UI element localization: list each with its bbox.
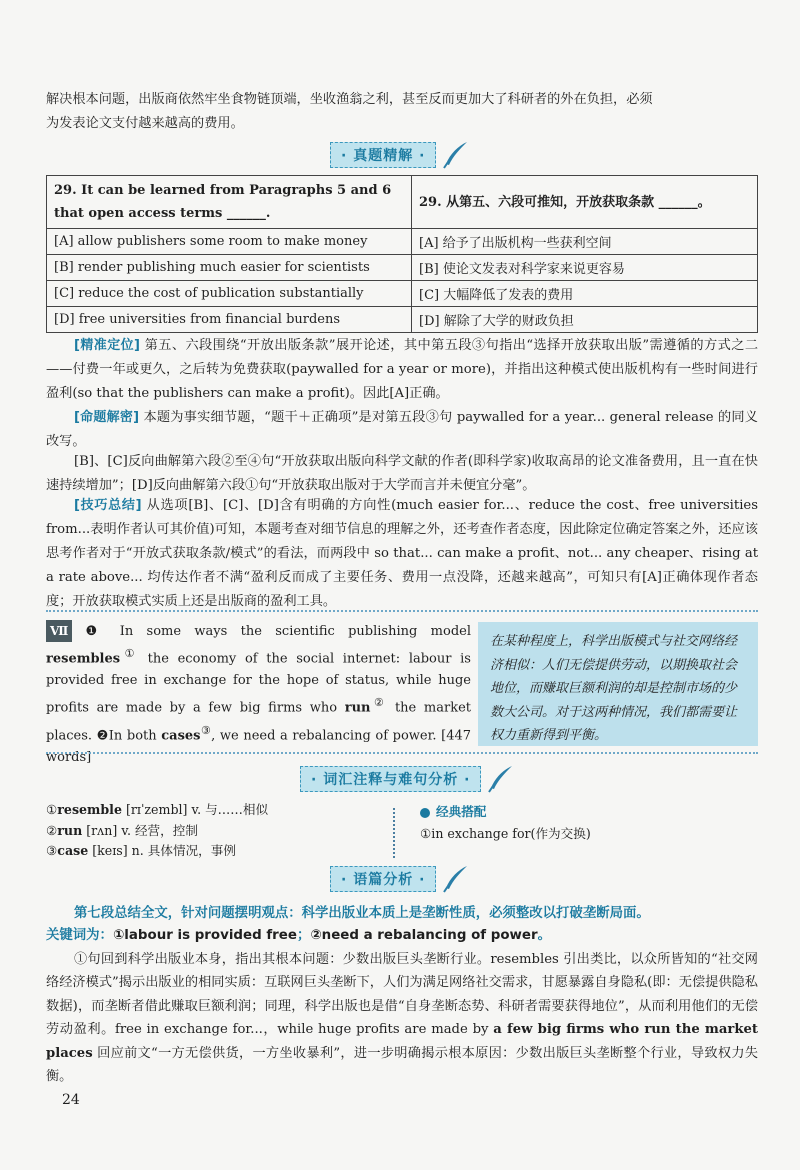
analysis-body-a: ①句回到科学出版业本身，指出其根本问题：少数出版巨头垄断行业。resembles 引出类比，以众所皆知的“社交网络经济模式”揭示出版业的相同实质：互联网巨头垄断下，人们为满足网络社交需求，甘愿暴露自身隐私(即：无偿提供隐私数据)，而垄断者借此赚取巨额利润；同理，科学出版也是借“自身垄断态势、科研者需要获得地位”，从而利用他们的无偿劳动盈利。free in exchange for...，while huge profits are made by: [46, 952, 758, 1038]
paragraph-7-translation: 在某种程度上，科学出版模式与社交网络经济相似：人们无偿提供劳动，以期换取社会地位，而赚取巨额利润的却是控制市场的少数大公司。对于这两种情况，我们都需要让权力重新得到平衡。: [478, 622, 758, 746]
option-d-zh: [D] 解除了大学的财政负担: [412, 307, 758, 333]
p7-text-3: the market places.: [46, 700, 471, 743]
option-d-en: [D] free universities from financial burdens: [47, 307, 412, 333]
keyword-run: run: [344, 700, 371, 716]
intro-line-1: 解决根本问题，出版商依然牢坐食物链顶端，坐收渔翁之利，甚至反而更加大了科研者的外在负担，必须: [46, 92, 653, 107]
question-stem-en: 29. It can be learned from Paragraphs 5 and 6 that open access terms ______.: [47, 176, 412, 229]
paragraph-number-badge: Ⅶ: [46, 620, 72, 642]
explain-skill-text: 从选项[B]、[C]、[D]含有明确的方向性(much easier for...、reduce the cost、free universities from...表明作者认可其价值)可知，本题考查对细节信息的理解之外，还考查作者态度，因此除定位确定答案之外，还应该思考作者对于“开放式获取条款/模式”的看法，而两段中 so that... can make a profit、not... any cheaper、rising at a rate above... 均传达作者不满“盈利反而成了主要任务、费用一点没降，还越来越高”，可知只有[A]正确体现作者态度；开放获取模式实质上还是出版商的盈利工具。: [46, 498, 758, 609]
vocab-item: [46, 821, 376, 842]
page-number: 24: [62, 1092, 80, 1108]
vocab-list: [46, 800, 376, 862]
collocation-box: [420, 801, 750, 845]
option-c-en: [C] reduce the cost of publication substantially: [47, 281, 412, 307]
collocation-item: ①in exchange for(作为交换): [420, 826, 591, 841]
banner-vocab-label: · 词汇注释与难句分析 ·: [300, 766, 481, 792]
explain-skill: [46, 494, 758, 614]
explain-locate-text: 第五、六段围绕“开放出版条款”展开论述，其中第五段③句指出“选择开放获取出版”需遵循的方式之二——付费一年或更久，之后转为免费获取(paywalled for a year or more)，并指出这种模式使出版机构有一些时间进行盈利(so that the publishers can make a profit)。因此[A]正确。: [46, 338, 759, 401]
vocab-num: ①: [46, 802, 58, 817]
explain-options: [B]、[C]反向曲解第六段②至④句“开放获取出版向科学文献的作者(即科学家)收取高昂的论文准备费用，且一直在快速持续增加”；[D]反向曲解第六段①句“开放获取出版对于大学而言并未便宜分毫”。: [46, 454, 758, 493]
keyword-resembles: resembles: [46, 651, 121, 667]
dotted-divider: [46, 610, 758, 612]
analysis-summary-text: 第七段总结全文，针对问题摆明观点：科学出版业本质上是垄断性质，必须整改以打破垄断局面。: [74, 906, 650, 921]
footnote-2: ②: [370, 696, 388, 710]
banner-analysis-label: · 语篇分析 ·: [330, 866, 436, 892]
intro-paragraph: [46, 88, 758, 136]
vocab-num: ③: [46, 843, 58, 858]
p7-text-5: , we need a rebalancing of power. [447 words]: [46, 727, 472, 765]
banner-vocab: [300, 766, 515, 792]
vocab-word: case: [57, 843, 89, 858]
banner-jiexi: [330, 142, 470, 168]
analysis-body-b: 回应前文“一方无偿供货，一方坐收暴利”，进一步明确揭示根本原因：少数出版巨头垄断整个行业，导致权力失衡。: [46, 1045, 758, 1085]
p7-text-4: ❷In both: [96, 727, 162, 743]
vocab-num: ②: [46, 822, 58, 838]
bullet-dot-icon: [420, 808, 430, 818]
question-table: [46, 175, 758, 333]
explain-decode-text: 本题为事实细节题，“题干＋正确项”是对第五段③句 paywalled for a year... general release 的同义改写。: [46, 410, 758, 449]
p7-text-1: ❶ In some ways the scientific publishing model: [76, 624, 471, 639]
keyword-end: 。: [537, 928, 551, 943]
footnote-1: ①: [120, 647, 139, 660]
banner-analysis: [330, 866, 470, 892]
question-stem-zh: 29. 从第五、六段可推知，开放获取条款 ______。: [412, 176, 758, 229]
vocab-word: resemble: [57, 802, 122, 817]
option-b-zh: [B] 使论文发表对科学家来说更容易: [412, 255, 758, 281]
vocab-item: [46, 800, 376, 821]
analysis-summary: [46, 903, 758, 947]
tag-locate: [精准定位]: [74, 338, 140, 353]
quill-pen-icon: [440, 864, 470, 894]
analysis-body-bold: a few big firms who run the market places: [46, 1022, 758, 1061]
option-b-en: [B] render publishing much easier for scientists: [47, 255, 412, 281]
vocab-item: [46, 841, 376, 862]
explain-decode: [46, 406, 758, 454]
quill-pen-icon: [485, 764, 515, 794]
vocab-def: [rʌn] v. 经营，控制: [82, 822, 198, 838]
explain-locate: [46, 334, 758, 406]
keyword-sep: ；: [296, 928, 311, 943]
tag-skill: [技巧总结]: [74, 498, 142, 513]
column-divider: [393, 808, 407, 858]
banner-jiexi-label: · 真题精解 ·: [330, 142, 436, 168]
keywords-label: 关键词为：: [46, 928, 113, 943]
keyword-1: ①labour is provided free: [112, 928, 297, 943]
vocab-def: [keɪs] n. 具体情况，事例: [88, 843, 236, 858]
p7-text-2: the economy of the social internet: labour is provided free in exchange for the hope of status, while huge profits are made by a few big firms who: [46, 651, 471, 716]
footnote-3: ③: [200, 723, 212, 737]
intro-line-2: 为发表论文支付越来越高的费用。: [46, 116, 244, 131]
paragraph-7-english: [46, 620, 471, 769]
vocab-def: [rɪˈzembl] v. 与……相似: [121, 802, 269, 817]
option-a-en: [A] allow publishers some room to make money: [47, 229, 412, 255]
vocab-word: run: [57, 822, 83, 838]
quill-pen-icon: [440, 140, 470, 170]
option-c-zh: [C] 大幅降低了发表的费用: [412, 281, 758, 307]
dotted-divider-2: [46, 752, 758, 754]
keyword-2: ②need a rebalancing of power: [310, 928, 538, 943]
keyword-cases: cases: [161, 727, 201, 743]
option-a-zh: [A] 给予了出版机构一些获利空间: [412, 229, 758, 255]
tag-decode: [命题解密]: [74, 410, 140, 425]
collocation-title: 经典搭配: [436, 804, 487, 819]
analysis-body: [46, 948, 758, 1088]
